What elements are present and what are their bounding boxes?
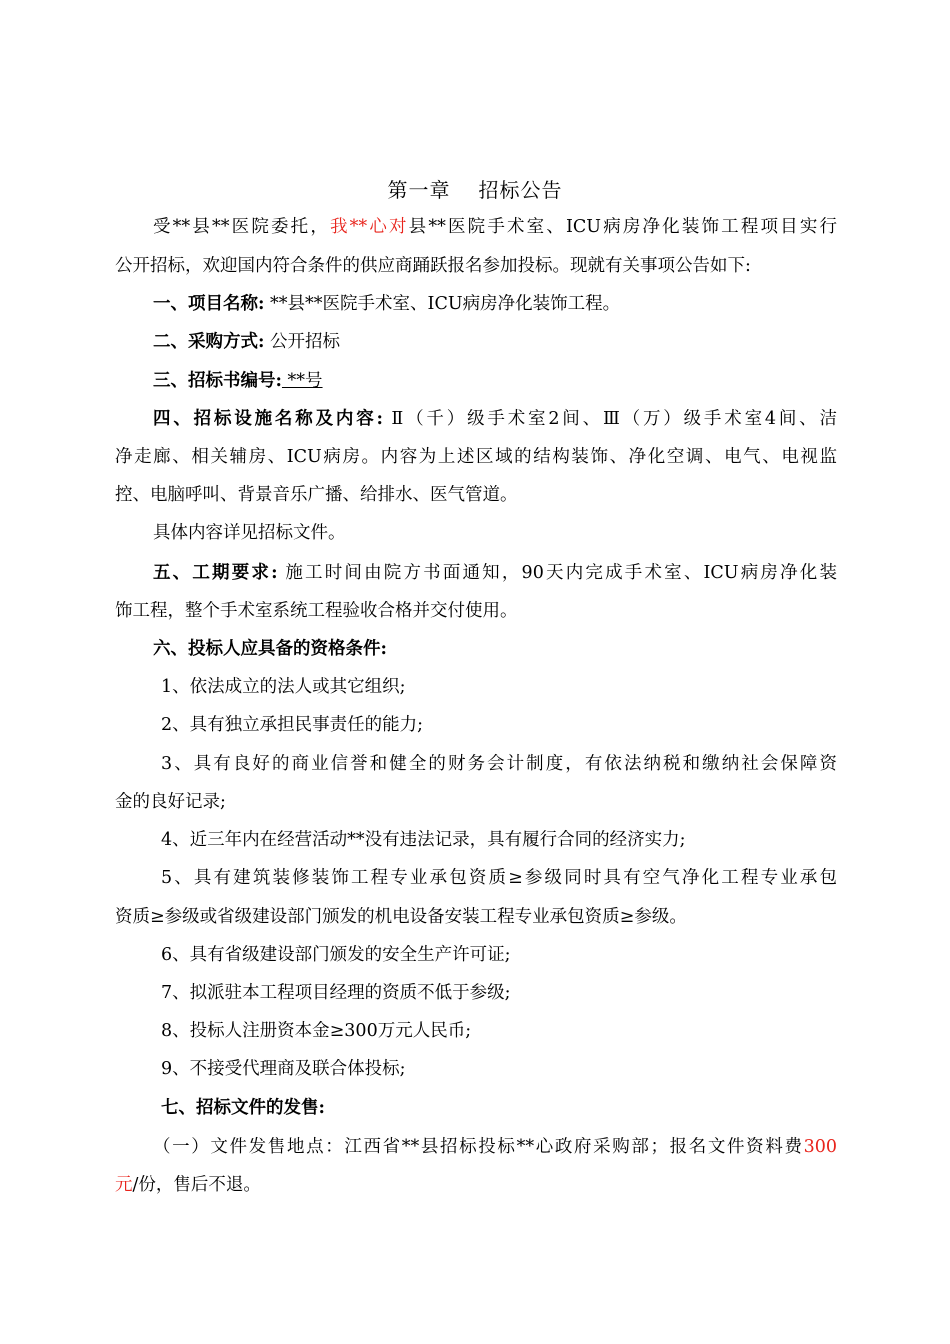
qualification-item: 5、具有建筑装修装饰工程专业承包资质≥参级同时具有空气净化工程专业承包 <box>161 868 837 888</box>
highlighted-text: 我**心对 <box>329 217 409 237</box>
section-qualifications-heading <box>153 637 837 661</box>
document-sale-line-1: （一）文件发售地点：江西省**县招标投标**心政府采购部；报名文件资料费300 <box>153 1137 837 1157</box>
chapter-heading: 招标公告 <box>478 178 563 202</box>
qualification-item: 3、具有良好的商业信誉和健全的财务会计制度，有依法纳税和缴纳社会保障资 <box>161 754 837 774</box>
section-facilities-line-2: 净走廊、相关辅房、ICU病房。内容为上述区域的结构装饰、净化空调、电气、电视监 <box>115 447 837 467</box>
section-procurement-method: 二、采购方式: 公开招标 <box>153 332 341 352</box>
section-label: 五、工期要求: <box>153 563 278 583</box>
qualification-item-continued: 资质≥参级或省级建设部门颁发的机电设备安装工程专业承包资质≥参级。 <box>115 907 687 927</box>
fee-unit: 元 <box>115 1175 133 1195</box>
qualification-item: 6、具有省级建设部门颁发的安全生产许可证; <box>161 945 511 965</box>
chapter-number: 第一章 <box>387 178 451 202</box>
document-sale-line-2: 元/份，售后不退。 <box>115 1175 261 1195</box>
section-project-name: 一、项目名称: **县**医院手术室、ICU病房净化装饰工程。 <box>153 294 621 314</box>
qualification-item: 2、具有独立承担民事责任的能力; <box>161 715 424 735</box>
qualification-item-continued: 金的良好记录; <box>115 792 226 812</box>
section-label: 七、招标文件的发售: <box>161 1098 325 1118</box>
qualification-item: 9、不接受代理商及联合体投标; <box>161 1059 406 1079</box>
intro-line-1: 受**县**医院委托，我**心对县**医院手术室、ICU病房净化装饰工程项目实行 <box>153 217 838 237</box>
section-label: 二、采购方式: <box>153 332 265 352</box>
qualification-item: 4、近三年内在经营活动**没有违法记录，具有履行合同的经济实力; <box>161 830 686 850</box>
section-facilities-line-1: 四、招标设施名称及内容: Ⅱ（千）级手术室2间、Ⅲ（万）级手术室4间、洁 <box>153 409 837 429</box>
qualification-item: 1、依法成立的法人或其它组织; <box>161 677 406 697</box>
section-label: 三、招标书编号: <box>153 371 282 391</box>
section-schedule-line-1: 五、工期要求: 施工时间由院方书面通知，90天内完成手术室、ICU病房净化装 <box>153 563 837 583</box>
section-facilities-note: 具体内容详见招标文件。 <box>153 523 346 543</box>
fee-amount: 300 <box>803 1137 837 1157</box>
intro-line-2: 公开招标，欢迎国内符合条件的供应商踊跃报名参加投标。现就有关事项公告如下: <box>115 256 751 276</box>
section-schedule-line-2: 饰工程，整个手术室系统工程验收合格并交付使用。 <box>115 601 518 621</box>
section-facilities-line-3: 控、电脑呼叫、背景音乐广播、给排水、医气管道。 <box>115 485 518 505</box>
tender-number-value: **号 <box>281 371 323 391</box>
section-label: 四、招标设施名称及内容: <box>153 409 383 429</box>
qualification-item: 8、投标人注册资本金≥300万元人民币; <box>161 1021 472 1041</box>
section-label: 一、项目名称: <box>153 294 265 314</box>
section-label: 六、投标人应具备的资格条件: <box>153 639 387 659</box>
section-tender-number <box>153 369 837 393</box>
chapter-title <box>0 174 950 203</box>
section-document-sale-heading <box>161 1096 837 1120</box>
qualification-item: 7、拟派驻本工程项目经理的资质不低于参级; <box>161 983 511 1003</box>
